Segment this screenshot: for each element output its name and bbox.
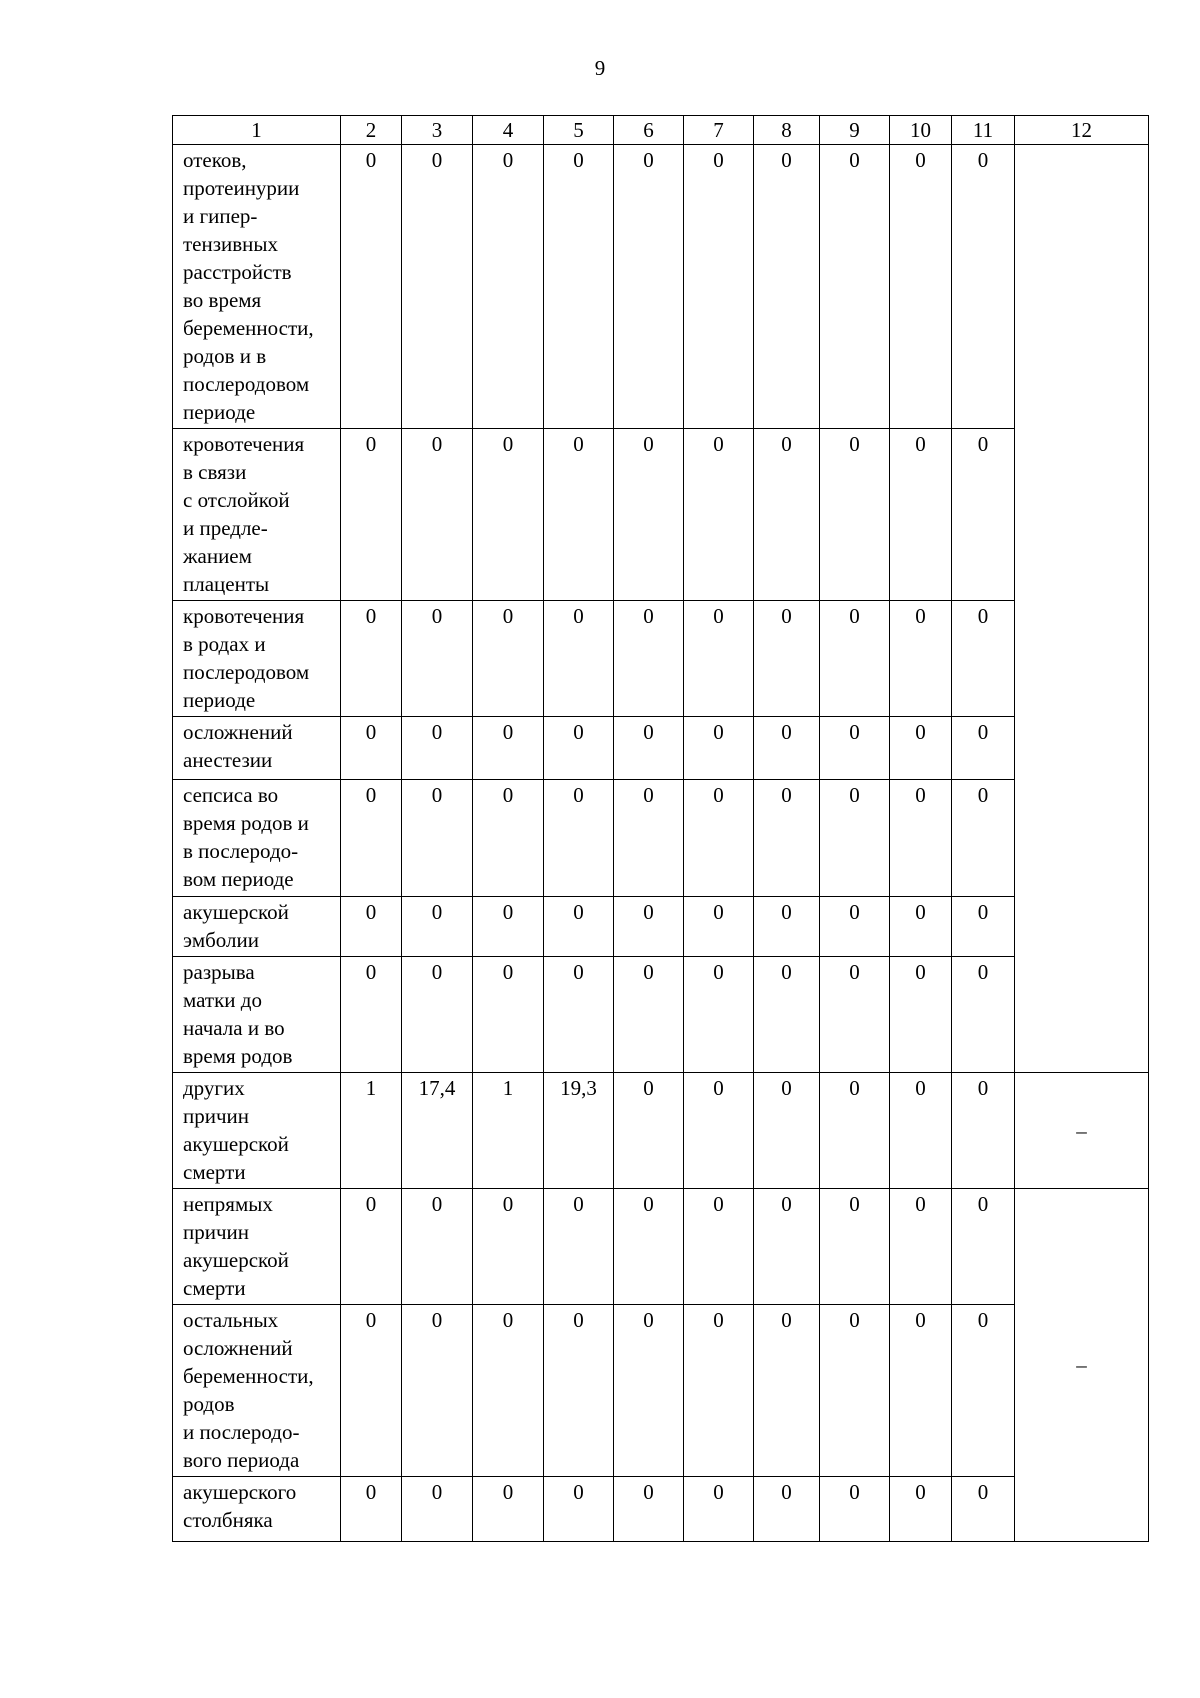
table-cell: 0 bbox=[820, 1073, 890, 1189]
table-cell: 0 bbox=[341, 601, 402, 717]
table-row bbox=[173, 145, 1149, 429]
page-number: 9 bbox=[594, 56, 606, 80]
table-row bbox=[173, 717, 1149, 780]
table-cell: 0 bbox=[754, 1305, 820, 1477]
table-cell: 0 bbox=[544, 897, 614, 957]
table-cell: 0 bbox=[684, 145, 754, 429]
table-cell: 0 bbox=[473, 957, 544, 1073]
table-cell: 0 bbox=[473, 429, 544, 601]
table-cell: 0 bbox=[684, 1477, 754, 1542]
table-cell: 0 bbox=[820, 717, 890, 780]
table-cell: 0 bbox=[341, 897, 402, 957]
table-cell: 0 bbox=[614, 1189, 684, 1305]
table-cell: 0 bbox=[820, 897, 890, 957]
column-header-7: 7 bbox=[684, 116, 754, 145]
table-cell: 0 bbox=[544, 1477, 614, 1542]
table-cell: 0 bbox=[402, 429, 473, 601]
row-label: остальных осложнений беременности, родов и послеродо- вого периода bbox=[173, 1305, 341, 1477]
row-label: акушерского столбняка bbox=[173, 1477, 341, 1542]
table-cell: 0 bbox=[402, 1189, 473, 1305]
table-cell: 0 bbox=[402, 897, 473, 957]
table-cell: 0 bbox=[614, 897, 684, 957]
column-header-9: 9 bbox=[820, 116, 890, 145]
table-cell: 0 bbox=[544, 780, 614, 897]
table-cell: 0 bbox=[754, 957, 820, 1073]
table-cell: 0 bbox=[890, 1189, 952, 1305]
table-cell: 0 bbox=[820, 1477, 890, 1542]
column-header-10: 10 bbox=[890, 116, 952, 145]
table-cell: 0 bbox=[402, 717, 473, 780]
table-row bbox=[173, 429, 1149, 601]
table-cell: 0 bbox=[473, 1189, 544, 1305]
table-cell: 0 bbox=[754, 897, 820, 957]
table-cell: 0 bbox=[341, 957, 402, 1073]
table-cell: 0 bbox=[684, 897, 754, 957]
table-row bbox=[173, 1305, 1149, 1477]
table-cell: 0 bbox=[402, 1305, 473, 1477]
table-cell: 0 bbox=[890, 1305, 952, 1477]
table-cell: 0 bbox=[341, 1305, 402, 1477]
column12-cell bbox=[1015, 145, 1149, 1073]
table-cell: 0 bbox=[341, 780, 402, 897]
column-header-8: 8 bbox=[754, 116, 820, 145]
table-cell: 0 bbox=[754, 145, 820, 429]
table-cell: 0 bbox=[614, 780, 684, 897]
table-cell: 0 bbox=[754, 1189, 820, 1305]
row-label: кровотечения в связи с отслойкой и предле- жанием плаценты bbox=[173, 429, 341, 601]
table-cell: 0 bbox=[341, 429, 402, 601]
table-cell: 0 bbox=[890, 780, 952, 897]
table-cell: 0 bbox=[544, 957, 614, 1073]
table-cell: 0 bbox=[952, 601, 1015, 717]
table-row bbox=[173, 957, 1149, 1073]
table-cell: 0 bbox=[684, 1189, 754, 1305]
table-row bbox=[173, 1189, 1149, 1305]
column12-cell: – bbox=[1015, 1073, 1149, 1189]
column-header-1: 1 bbox=[173, 116, 341, 145]
table-cell: 0 bbox=[820, 145, 890, 429]
table-cell: 0 bbox=[684, 780, 754, 897]
table-cell: 0 bbox=[614, 1477, 684, 1542]
column-header-11: 11 bbox=[952, 116, 1015, 145]
table-cell: 0 bbox=[614, 957, 684, 1073]
table-cell: 0 bbox=[890, 429, 952, 601]
table-cell: 0 bbox=[402, 145, 473, 429]
table-cell: 0 bbox=[544, 1189, 614, 1305]
table-cell: 0 bbox=[890, 1477, 952, 1542]
table-row bbox=[173, 1477, 1149, 1542]
table-row bbox=[173, 897, 1149, 957]
table-cell: 0 bbox=[754, 1477, 820, 1542]
column-header-4: 4 bbox=[473, 116, 544, 145]
table-cell: 0 bbox=[473, 145, 544, 429]
table-cell: 0 bbox=[684, 1305, 754, 1477]
table-cell: 0 bbox=[473, 897, 544, 957]
table-cell: 0 bbox=[754, 717, 820, 780]
table-row bbox=[173, 1073, 1149, 1189]
table-cell: 0 bbox=[952, 957, 1015, 1073]
column12-cell: – bbox=[1015, 1189, 1149, 1542]
table-cell: 17,4 bbox=[402, 1073, 473, 1189]
column-header-6: 6 bbox=[614, 116, 684, 145]
row-label: других причин акушерской смерти bbox=[173, 1073, 341, 1189]
table-cell: 0 bbox=[890, 717, 952, 780]
table-cell: 0 bbox=[890, 601, 952, 717]
table-cell: 1 bbox=[341, 1073, 402, 1189]
table-cell: 0 bbox=[820, 429, 890, 601]
table-cell: 0 bbox=[952, 897, 1015, 957]
table-cell: 0 bbox=[754, 780, 820, 897]
table-cell: 0 bbox=[684, 717, 754, 780]
table-cell: 0 bbox=[402, 601, 473, 717]
table-cell: 0 bbox=[614, 717, 684, 780]
table-cell: 0 bbox=[473, 717, 544, 780]
table-cell: 0 bbox=[341, 717, 402, 780]
column-header-2: 2 bbox=[341, 116, 402, 145]
table-cell: 19,3 bbox=[544, 1073, 614, 1189]
table-cell: 0 bbox=[614, 601, 684, 717]
table-cell: 0 bbox=[890, 897, 952, 957]
table-cell: 0 bbox=[544, 1305, 614, 1477]
row-label: кровотечения в родах и послеродовом периоде bbox=[173, 601, 341, 717]
column-header-3: 3 bbox=[402, 116, 473, 145]
table-cell: 0 bbox=[754, 429, 820, 601]
table-cell: 0 bbox=[402, 957, 473, 1073]
table-cell: 0 bbox=[341, 1477, 402, 1542]
row-label: разрыва матки до начала и во время родов bbox=[173, 957, 341, 1073]
table-cell: 0 bbox=[952, 1189, 1015, 1305]
row-label: непрямых причин акушерской смерти bbox=[173, 1189, 341, 1305]
table-cell: 0 bbox=[473, 1477, 544, 1542]
table-cell: 0 bbox=[684, 957, 754, 1073]
table-cell: 0 bbox=[754, 601, 820, 717]
row-label: акушерской эмболии bbox=[173, 897, 341, 957]
table-cell: 0 bbox=[684, 601, 754, 717]
table-cell: 0 bbox=[820, 780, 890, 897]
table-cell: 0 bbox=[473, 1305, 544, 1477]
table-cell: 0 bbox=[820, 1305, 890, 1477]
table-row bbox=[173, 601, 1149, 717]
table-cell: 0 bbox=[952, 717, 1015, 780]
table-cell: 0 bbox=[684, 1073, 754, 1189]
table-cell: 0 bbox=[952, 780, 1015, 897]
data-table bbox=[172, 115, 1149, 1542]
table-cell: 0 bbox=[890, 145, 952, 429]
table-cell: 0 bbox=[890, 957, 952, 1073]
table-cell: 0 bbox=[402, 780, 473, 897]
table-cell: 0 bbox=[544, 145, 614, 429]
table-cell: 0 bbox=[614, 145, 684, 429]
table-cell: 0 bbox=[402, 1477, 473, 1542]
table-cell: 0 bbox=[952, 1073, 1015, 1189]
table-cell: 0 bbox=[544, 429, 614, 601]
table-cell: 1 bbox=[473, 1073, 544, 1189]
column-header-12: 12 bbox=[1015, 116, 1149, 145]
table-cell: 0 bbox=[952, 145, 1015, 429]
header-row bbox=[173, 116, 1149, 145]
column-header-5: 5 bbox=[544, 116, 614, 145]
table-cell: 0 bbox=[473, 601, 544, 717]
table-cell: 0 bbox=[341, 145, 402, 429]
table-cell: 0 bbox=[754, 1073, 820, 1189]
table-row bbox=[173, 780, 1149, 897]
table-cell: 0 bbox=[544, 717, 614, 780]
table-cell: 0 bbox=[544, 601, 614, 717]
table-cell: 0 bbox=[473, 780, 544, 897]
table-cell: 0 bbox=[952, 429, 1015, 601]
row-label: сепсиса во время родов и в послеродо- вом периоде bbox=[173, 780, 341, 897]
table-cell: 0 bbox=[820, 957, 890, 1073]
table-cell: 0 bbox=[820, 1189, 890, 1305]
table-cell: 0 bbox=[952, 1477, 1015, 1542]
table-cell: 0 bbox=[614, 1073, 684, 1189]
row-label: осложнений анестезии bbox=[173, 717, 341, 780]
table-cell: 0 bbox=[341, 1189, 402, 1305]
table-cell: 0 bbox=[684, 429, 754, 601]
table-cell: 0 bbox=[952, 1305, 1015, 1477]
row-label: отеков, протеинурии и гипер- тензивных расстройств во время беременности, родов и в послеродовом периоде bbox=[173, 145, 341, 429]
table-cell: 0 bbox=[614, 429, 684, 601]
table-cell: 0 bbox=[890, 1073, 952, 1189]
table-cell: 0 bbox=[614, 1305, 684, 1477]
table-cell: 0 bbox=[820, 601, 890, 717]
